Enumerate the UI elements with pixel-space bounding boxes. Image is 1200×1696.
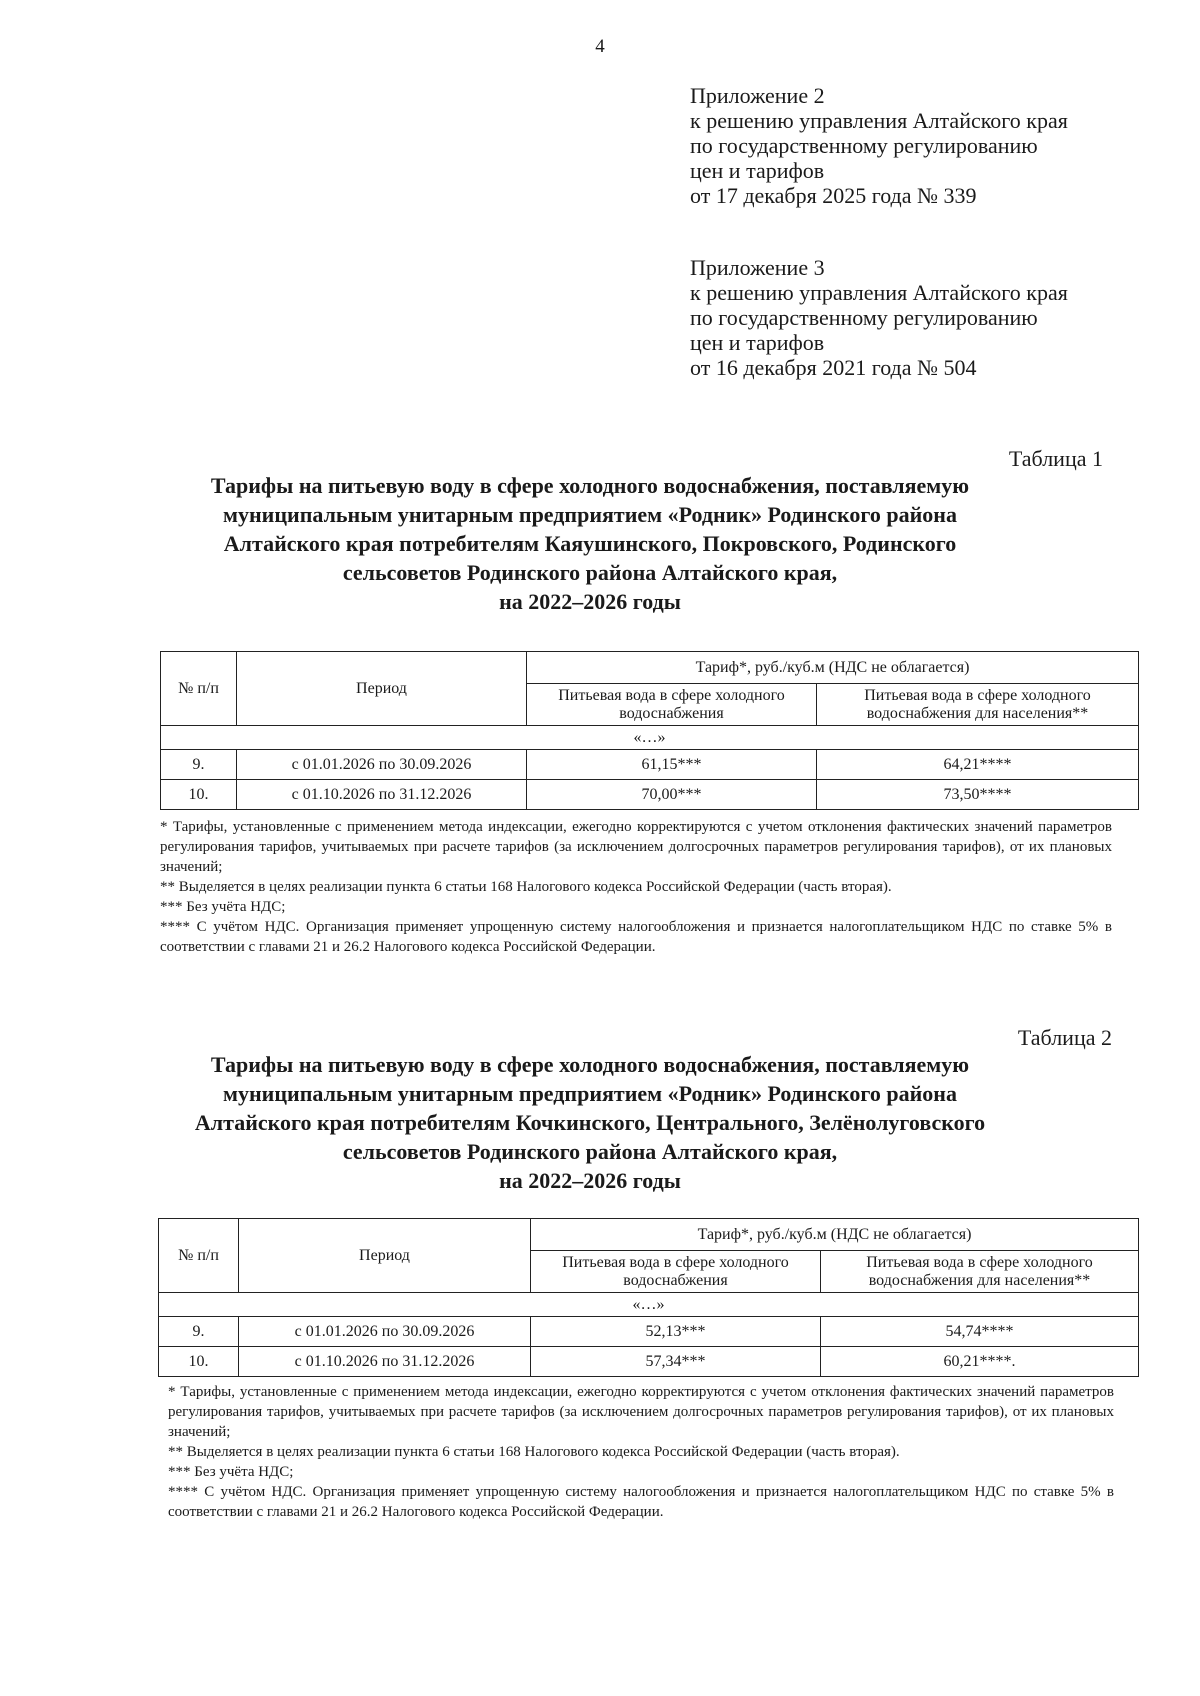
appendix-line: по государственному регулированию [690,133,1038,158]
row-water: 57,34*** [531,1347,821,1377]
header-water: Питьевая вода в сфере холодного водоснабжения [531,1251,821,1293]
title-line: Алтайского края потребителям Кочкинского, Центрального, Зелёнолуговского [194,1110,986,1135]
footnote: ** Выделяется в целях реализации пункта 6 статьи 168 Налогового кодекса Российской Федерации (часть вторая). [160,879,892,895]
table-2-footnotes [168,1382,1114,1522]
appendix-line: цен и тарифов [690,158,825,183]
row-period: с 01.01.2026 по 30.09.2026 [237,750,527,780]
row-water: 52,13*** [531,1317,821,1347]
ellipsis-row: «…» [159,1293,1139,1317]
title-line: сельсоветов Родинского района Алтайского края, [342,560,838,585]
table-1-label: Таблица 1 [1008,446,1103,471]
appendix-line: от 16 декабря 2021 года № 504 [690,355,977,380]
appendix-line: Приложение 2 [690,83,825,108]
title-line: Алтайского края потребителям Каяушинского, Покровского, Родинского [223,531,957,556]
table-row [161,750,1139,780]
row-num: 10. [161,780,237,810]
row-period: с 01.10.2026 по 31.12.2026 [237,780,527,810]
row-population: 60,21****. [821,1347,1139,1377]
title-line: Тарифы на питьевую воду в сфере холодного водоснабжения, поставляемую [210,473,970,498]
header-tariff-group: Тариф*, руб./куб.м (НДС не облагается) [531,1219,1139,1251]
title-line: на 2022–2026 годы [499,1168,681,1193]
appendix-line: от 17 декабря 2025 года № 339 [690,183,977,208]
row-population: 64,21**** [817,750,1139,780]
header-num: № п/п [159,1219,239,1293]
ellipsis-row: «…» [161,726,1139,750]
appendix-2-header [690,83,1068,208]
header-num: № п/п [161,652,237,726]
tariff-table-2 [158,1218,1139,1377]
row-num: 9. [161,750,237,780]
table-row [159,1347,1139,1377]
appendix-line: по государственному регулированию [690,305,1038,330]
row-period: с 01.10.2026 по 31.12.2026 [239,1347,531,1377]
title-line: на 2022–2026 годы [499,589,681,614]
appendix-line: Приложение 3 [690,255,825,280]
tariff-table-1 [160,651,1139,810]
table-1-title [130,471,1050,616]
table-2-title [130,1050,1050,1195]
footnote: * Тарифы, установленные с применением метода индексации, ежегодно корректируются с учетом отклонения фактических значений параметров регулирования тарифов, учитываемых при расчете тарифов (за исключением долгосрочных параметров регулирования тарифов), от их плановых значений; [168,1384,1114,1440]
title-line: муниципальным унитарным предприятием «Родник» Родинского района [223,502,957,527]
row-water: 61,15*** [527,750,817,780]
appendix-line: к решению управления Алтайского края [690,280,1068,305]
row-population: 54,74**** [821,1317,1139,1347]
row-num: 10. [159,1347,239,1377]
row-period: с 01.01.2026 по 30.09.2026 [239,1317,531,1347]
footnote: **** С учётом НДС. Организация применяет упрощенную систему налогообложения и признается налогоплательщиком НДС по ставке 5% в соответствии с главами 21 и 26.2 Налогового кодекса Российской Федерации. [160,919,1112,955]
footnote: * Тарифы, установленные с применением метода индексации, ежегодно корректируются с учетом отклонения фактических значений параметров регулирования тарифов, учитываемых при расчете тарифов (за исключением долгосрочных параметров регулирования тарифов), от их плановых значений; [160,819,1112,875]
header-tariff-group: Тариф*, руб./куб.м (НДС не облагается) [527,652,1139,684]
header-period: Период [239,1219,531,1293]
footnote: **** С учётом НДС. Организация применяет упрощенную систему налогообложения и признается налогоплательщиком НДС по ставке 5% в соответствии с главами 21 и 26.2 Налогового кодекса Российской Федерации. [168,1484,1114,1520]
row-population: 73,50**** [817,780,1139,810]
table-row [159,1317,1139,1347]
header-water-population: Питьевая вода в сфере холодного водоснабжения для населения** [821,1251,1139,1293]
footnote: ** Выделяется в целях реализации пункта 6 статьи 168 Налогового кодекса Российской Федерации (часть вторая). [168,1444,900,1460]
footnote: *** Без учёта НДС; [160,899,286,915]
table-2-label: Таблица 2 [1017,1025,1112,1050]
title-line: муниципальным унитарным предприятием «Родник» Родинского района [223,1081,957,1106]
table-1-footnotes [160,817,1112,957]
title-line: Тарифы на питьевую воду в сфере холодного водоснабжения, поставляемую [210,1052,970,1077]
header-period: Период [237,652,527,726]
page-number: 4 [595,36,605,57]
title-line: сельсоветов Родинского района Алтайского края, [342,1139,838,1164]
row-num: 9. [159,1317,239,1347]
appendix-3-header [690,255,1068,380]
header-water-population: Питьевая вода в сфере холодного водоснабжения для населения** [817,684,1139,726]
row-water: 70,00*** [527,780,817,810]
appendix-line: к решению управления Алтайского края [690,108,1068,133]
footnote: *** Без учёта НДС; [168,1464,294,1480]
table-row [161,780,1139,810]
appendix-line: цен и тарифов [690,330,825,355]
header-water: Питьевая вода в сфере холодного водоснабжения [527,684,817,726]
